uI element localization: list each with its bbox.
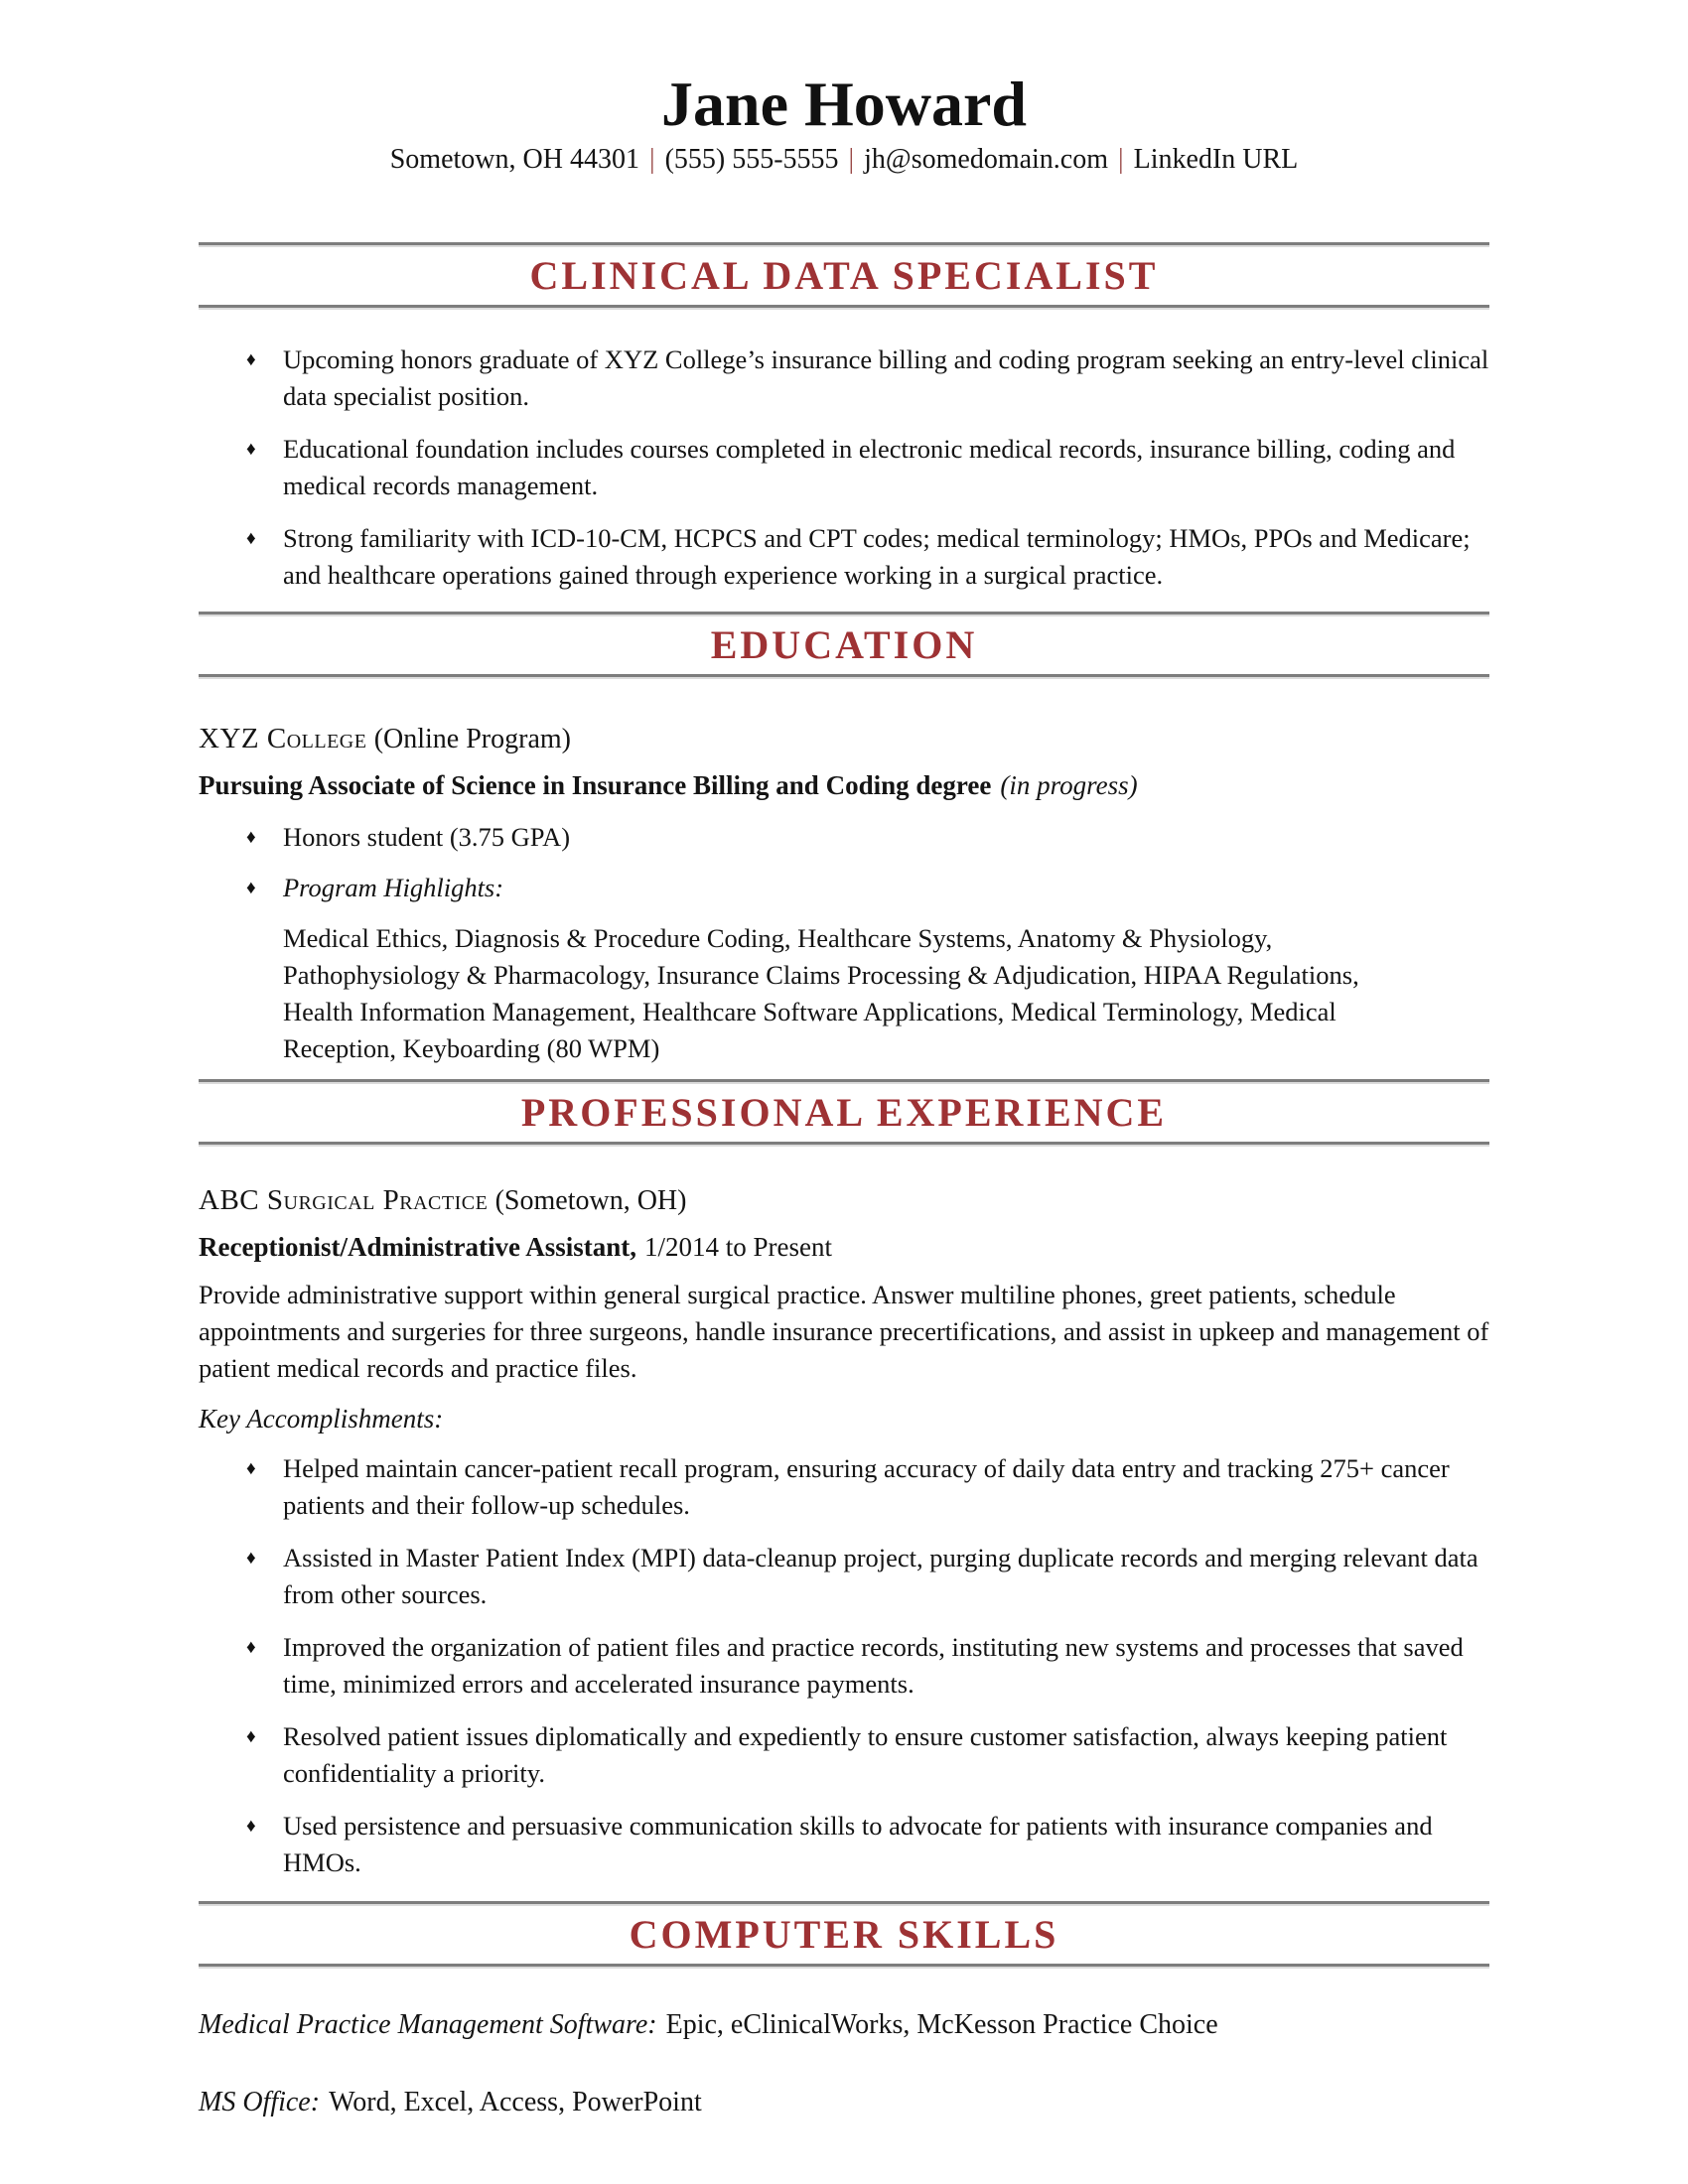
- skill-label: MS Office:: [199, 2087, 321, 2117]
- diamond-bullet-icon: ♦: [246, 349, 256, 370]
- summary-bullet-list: [199, 341, 1489, 594]
- school-line: [199, 719, 1489, 759]
- bullet-text: Upcoming honors graduate of XYZ College’s insurance billing and coding program seeking an entry-level clinical data specialist position.: [283, 344, 1489, 411]
- bullet-item: [246, 1629, 1489, 1703]
- skill-row: [199, 2000, 1489, 2050]
- diamond-bullet-icon: ♦: [246, 1637, 256, 1658]
- diamond-bullet-icon: ♦: [246, 827, 256, 848]
- degree-line: [199, 765, 1489, 805]
- section-heading-summary: CLINICAL DATA SPECIALIST: [529, 253, 1159, 298]
- diamond-bullet-icon: ♦: [246, 528, 256, 549]
- bullet-text: Helped maintain cancer-patient recall program, ensuring accuracy of daily data entry and tracking 275+ cancer patients and their follow-up schedules.: [283, 1453, 1450, 1520]
- diamond-bullet-icon: ♦: [246, 1816, 256, 1837]
- bullet-item: [246, 1808, 1489, 1881]
- diamond-bullet-icon: ♦: [246, 878, 256, 898]
- separator-pipe: |: [848, 144, 855, 175]
- bullet-item: [246, 341, 1489, 415]
- candidate-name: Jane Howard: [661, 68, 1027, 139]
- program-highlights-text: Medical Ethics, Diagnosis & Procedure Coding, Healthcare Systems, Anatomy & Physiology, Pathophysiology & Pharmacology, Insurance Claims Processing & Adjudication, HIPAA Regulations, Health Information Management, Healthcare Software Applications, Medical Terminology, Medical Reception, Keyboarding (80 WPM): [283, 923, 1359, 1063]
- diamond-bullet-icon: ♦: [246, 439, 256, 460]
- section-divider: [199, 674, 1489, 679]
- education-bullet-list: [199, 819, 1489, 906]
- job-title: Receptionist/Administrative Assistant,: [199, 1232, 636, 1262]
- employer-detail: (Sometown, OH): [494, 1185, 687, 1216]
- bullet-text: Improved the organization of patient files and practice records, instituting new systems and processes that saved time, minimized errors and accelerated insurance payments.: [283, 1632, 1464, 1699]
- bullet-text: Used persistence and persuasive communication skills to advocate for patients with insurance companies and HMOs.: [283, 1811, 1433, 1877]
- contact-email: jh@somedomain.com: [864, 144, 1109, 175]
- contact-location: Sometown, OH 44301: [389, 144, 639, 175]
- separator-pipe: |: [648, 144, 655, 175]
- degree-note: (in progress): [1000, 770, 1138, 800]
- section-divider: [199, 1142, 1489, 1147]
- job-summary: Provide administrative support within general surgical practice. Answer multiline phones, greet patients, schedule appointments and surgeries for three surgeons, handle insurance precertifications, and assist in upkeep and management of patient medical records and practice files.: [199, 1280, 1489, 1383]
- section-divider: [199, 305, 1489, 310]
- section-heading-experience: PROFESSIONAL EXPERIENCE: [520, 1090, 1168, 1135]
- skill-label: Medical Practice Management Software:: [199, 2009, 657, 2040]
- contact-line: [199, 143, 1489, 177]
- diamond-bullet-icon: ♦: [246, 1726, 256, 1747]
- bullet-text: Strong familiarity with ICD-10-CM, HCPCS and CPT codes; medical terminology; HMOs, PPOs and Medicare; and healthcare operations gained through experience working in a surgical practice.: [283, 523, 1471, 590]
- bullet-item: [246, 1718, 1489, 1792]
- diamond-bullet-icon: ♦: [246, 1548, 256, 1569]
- job-dates: 1/2014 to Present: [644, 1232, 832, 1262]
- bullet-item: [246, 1540, 1489, 1613]
- bullet-item: [246, 1450, 1489, 1524]
- employer-name: ABC Surgical Practice: [199, 1184, 489, 1216]
- section-heading-education: EDUCATION: [710, 622, 978, 667]
- skill-value: Word, Excel, Access, PowerPoint: [329, 2087, 702, 2117]
- diamond-bullet-icon: ♦: [246, 1458, 256, 1479]
- resume-header: [199, 69, 1489, 177]
- contact-phone: (555) 555-5555: [664, 144, 839, 175]
- school-detail: (Online Program): [373, 724, 571, 754]
- bullet-text: Resolved patient issues diplomatically and expediently to ensure customer satisfaction, always keeping patient confidentiality a priority.: [283, 1721, 1448, 1788]
- experience-bullet-list: [199, 1450, 1489, 1881]
- bullet-item: [246, 870, 1489, 906]
- bullet-item: [246, 520, 1489, 594]
- skill-value: Epic, eClinicalWorks, McKesson Practice Choice: [665, 2009, 1218, 2040]
- bullet-text: Educational foundation includes courses completed in electronic medical records, insurance billing, coding and medical records management.: [283, 434, 1456, 500]
- degree-text: Pursuing Associate of Science in Insurance Billing and Coding degree: [199, 770, 992, 800]
- program-highlights-label: Program Highlights:: [283, 873, 504, 902]
- separator-pipe: |: [1118, 144, 1124, 175]
- school-name: XYZ College: [199, 723, 367, 754]
- skill-row: [199, 2078, 1489, 2127]
- contact-linkedin: LinkedIn URL: [1133, 144, 1299, 175]
- skills-list: [199, 2000, 1489, 2127]
- bullet-text: Honors student (3.75 GPA): [283, 822, 571, 852]
- bullet-item: [246, 819, 1489, 856]
- bullet-item: [246, 431, 1489, 504]
- section-heading-skills: COMPUTER SKILLS: [629, 1912, 1059, 1957]
- bullet-text: Assisted in Master Patient Index (MPI) data-cleanup project, purging duplicate records and merging relevant data from other sources.: [283, 1543, 1478, 1609]
- accomplishments-label: Key Accomplishments:: [199, 1404, 444, 1433]
- employer-line: [199, 1180, 1489, 1221]
- section-divider: [199, 1964, 1489, 1969]
- job-title-line: [199, 1227, 1489, 1267]
